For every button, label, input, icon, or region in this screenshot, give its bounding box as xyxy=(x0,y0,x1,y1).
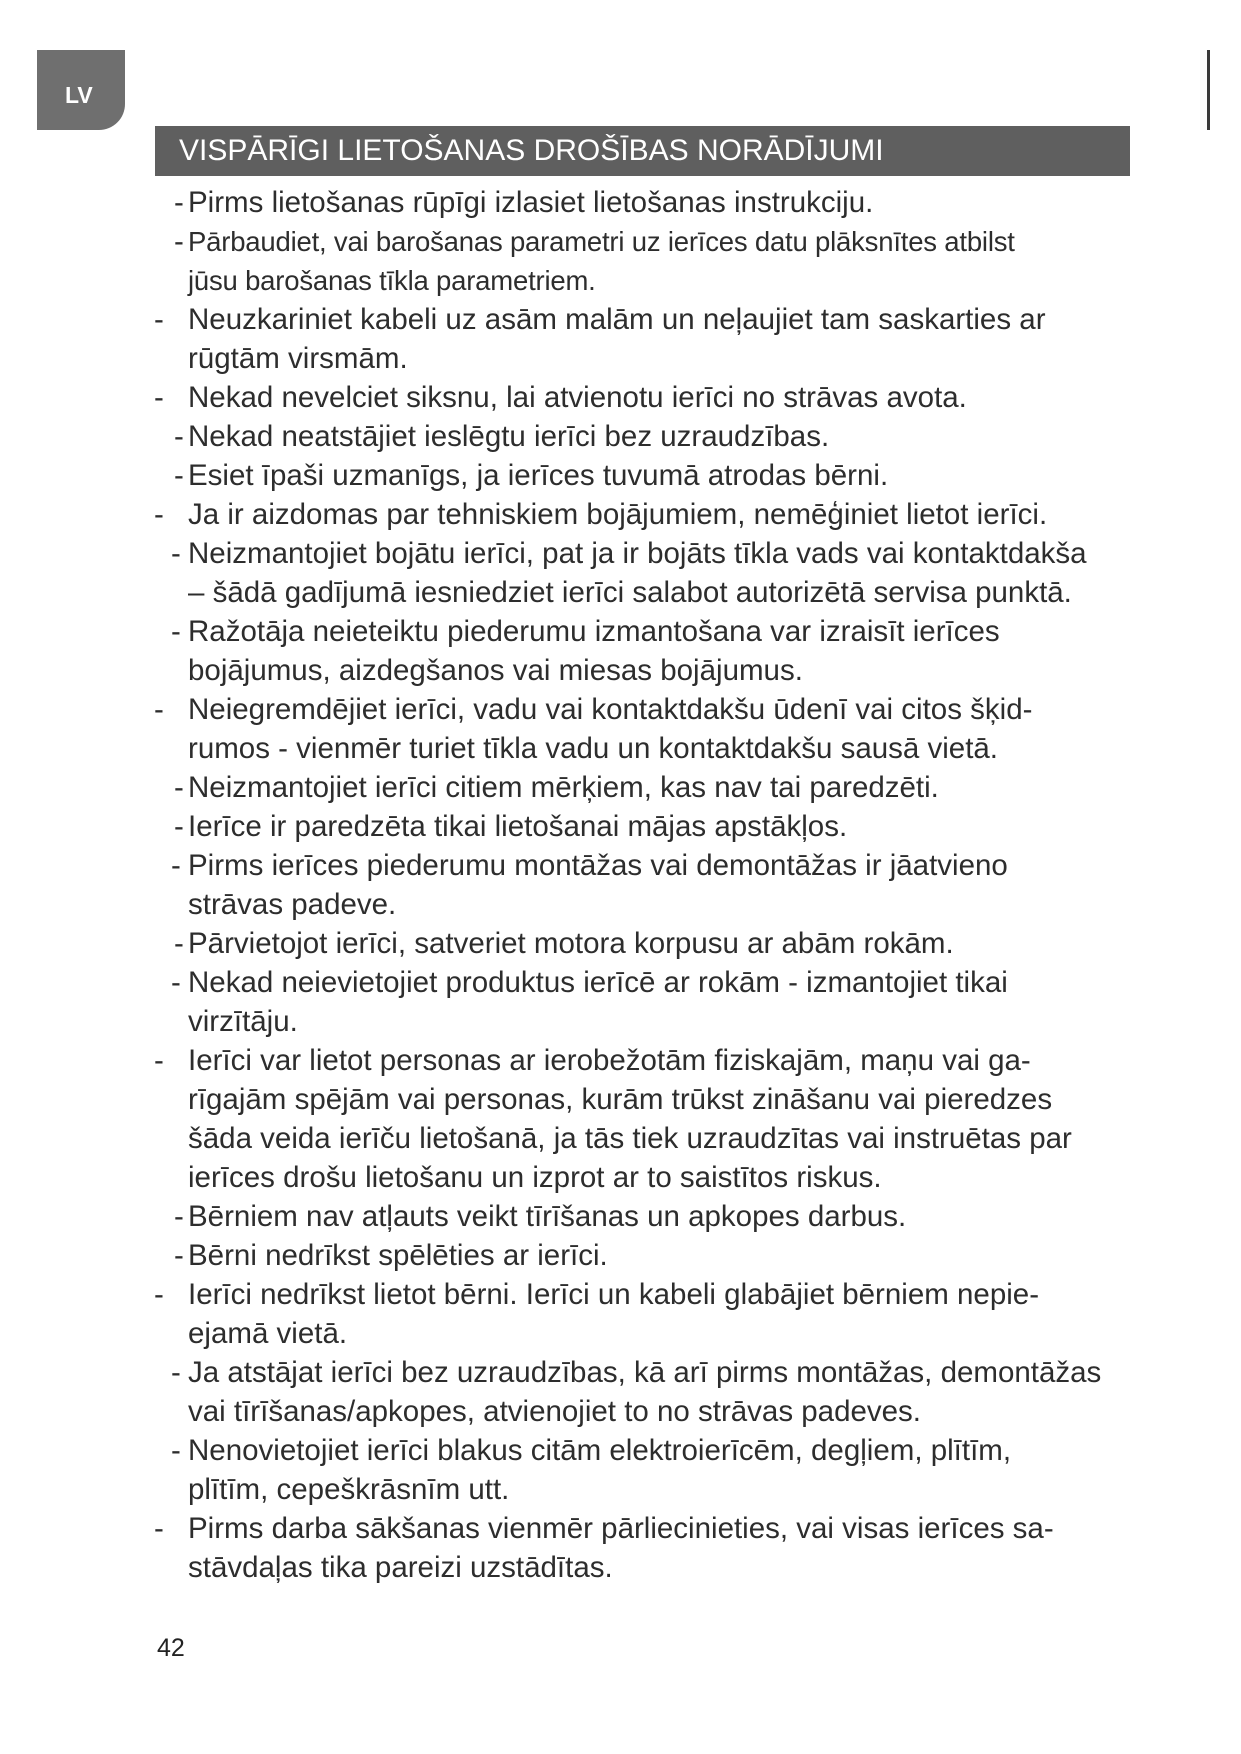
list-item-line: Ražotāja neieteiktu piederumu izmantošana var izraisīt ierīces xyxy=(188,615,1000,648)
bullet-dash: - xyxy=(154,303,164,336)
list-item-line: Pirms darba sākšanas vienmēr pārliecinieties, vai visas ierīces sa- xyxy=(188,1512,1054,1545)
bullet-dash: - xyxy=(174,225,184,258)
list-item-line: Nekad neatstājiet ieslēgtu ierīci bez uzraudzības. xyxy=(188,420,830,453)
list-item xyxy=(150,300,1170,378)
bullet-dash: - xyxy=(174,771,184,804)
list-item-line: Neizmantojiet bojātu ierīci, pat ja ir bojāts tīkla vads vai kontaktdakša xyxy=(188,537,1087,570)
list-item-line: ejamā vietā. xyxy=(188,1317,348,1350)
list-item-line: Ja ir aizdomas par tehniskiem bojājumiem, nemēģiniet lietot ierīci. xyxy=(188,498,1048,531)
list-item xyxy=(150,1236,1170,1275)
list-item-line: – šādā gadījumā iesniedziet ierīci salabot autorizētā servisa punktā. xyxy=(188,576,1072,609)
section-title-bar xyxy=(155,126,1130,176)
language-tab xyxy=(37,50,125,130)
list-item-line: rīgajām spējām vai personas, kurām trūkst zināšanu vai pieredzes xyxy=(188,1083,1053,1116)
section-title: VISPĀRĪGI LIETOŠANAS DROŠĪBAS NORĀDĪJUMI xyxy=(179,134,884,167)
bullet-dash: - xyxy=(174,1239,184,1272)
list-item xyxy=(150,768,1170,807)
list-item-line: Nekad nevelciet siksnu, lai atvienotu ierīci no strāvas avota. xyxy=(188,381,967,414)
list-item xyxy=(150,456,1170,495)
bullet-dash: - xyxy=(154,1044,164,1077)
list-item xyxy=(150,690,1170,768)
list-item xyxy=(150,1353,1170,1431)
list-item xyxy=(150,495,1170,534)
bullet-dash: - xyxy=(174,420,184,453)
list-item xyxy=(150,1509,1170,1587)
list-item xyxy=(150,1197,1170,1236)
safety-instructions-list xyxy=(150,183,1170,1587)
list-item-line: Bērni nedrīkst spēlēties ar ierīci. xyxy=(188,1239,608,1272)
list-item xyxy=(150,1275,1170,1353)
page-number: 42 xyxy=(157,1634,185,1662)
list-item-line: plītīm, cepeškrāsnīm utt. xyxy=(188,1473,510,1506)
list-item-line: Esiet īpaši uzmanīgs, ja ierīces tuvumā atrodas bērni. xyxy=(188,459,889,492)
list-item-line: stāvdaļas tika pareizi uzstādītas. xyxy=(188,1551,613,1584)
list-item-line: Pārvietojot ierīci, satveriet motora korpusu ar abām rokām. xyxy=(188,927,954,960)
list-item-line: bojājumus, aizdegšanos vai miesas bojājumus. xyxy=(188,654,803,687)
list-item-line: ierīces drošu lietošanu un izprot ar to saistītos riskus. xyxy=(188,1161,882,1194)
bullet-dash: - xyxy=(171,1434,181,1467)
list-item xyxy=(150,807,1170,846)
list-item xyxy=(150,1431,1170,1509)
bullet-dash: - xyxy=(174,927,184,960)
bullet-dash: - xyxy=(171,966,181,999)
bullet-dash: - xyxy=(154,693,164,726)
list-item-line: šāda veida ierīču lietošanā, ja tās tiek uzraudzītas vai instruētas par xyxy=(188,1122,1072,1155)
list-item-line: rumos - vienmēr turiet tīkla vadu un kontaktdakšu sausā vietā. xyxy=(188,732,998,765)
list-item xyxy=(150,534,1170,612)
list-item-line: Neiegremdējiet ierīci, vadu vai kontaktdakšu ūdenī vai citos šķid- xyxy=(188,693,1033,726)
list-item-line: Neizmantojiet ierīci citiem mērķiem, kas nav tai paredzēti. xyxy=(188,771,939,804)
list-item-line: Ierīci var lietot personas ar ierobežotām fiziskajām, maņu vai ga- xyxy=(188,1044,1031,1077)
list-item-line: Ja atstājat ierīci bez uzraudzības, kā arī pirms montāžas, demontāžas xyxy=(188,1356,1102,1389)
list-item xyxy=(150,924,1170,963)
list-item-line: rūgtām virsmām. xyxy=(188,342,408,375)
list-item-line: Nenovietojiet ierīci blakus citām elektroierīcēm, degļiem, plītīm, xyxy=(188,1434,1012,1467)
list-item xyxy=(150,222,1170,300)
bullet-dash: - xyxy=(174,459,184,492)
language-code: LV xyxy=(65,81,93,108)
list-item-line: Ierīce ir paredzēta tikai lietošanai mājas apstākļos. xyxy=(188,810,848,843)
list-item-line: virzītāju. xyxy=(188,1005,298,1038)
list-item-line: Pārbaudiet, vai barošanas parametri uz ierīces datu plāksnītes atbilst xyxy=(188,226,1015,257)
list-item xyxy=(150,417,1170,456)
list-item-line: vai tīrīšanas/apkopes, atvienojiet to no strāvas padeves. xyxy=(188,1395,922,1428)
list-item-line: Pirms ierīces piederumu montāžas vai demontāžas ir jāatvieno xyxy=(188,849,1008,882)
bullet-dash: - xyxy=(171,849,181,882)
list-item xyxy=(150,963,1170,1041)
list-item xyxy=(150,183,1170,222)
bullet-dash: - xyxy=(154,1512,164,1545)
list-item-line: jūsu barošanas tīkla parametriem. xyxy=(188,265,596,296)
bullet-dash: - xyxy=(171,537,181,570)
bullet-dash: - xyxy=(154,381,164,414)
list-item-line: Bērniem nav atļauts veikt tīrīšanas un apkopes darbus. xyxy=(188,1200,907,1233)
bullet-dash: - xyxy=(174,186,184,219)
bullet-dash: - xyxy=(174,1200,184,1233)
bullet-dash: - xyxy=(171,1356,181,1389)
list-item-line: strāvas padeve. xyxy=(188,888,397,921)
bullet-dash: - xyxy=(154,1278,164,1311)
list-item-line: Neuzkariniet kabeli uz asām malām un neļaujiet tam saskarties ar xyxy=(188,303,1046,336)
list-item xyxy=(150,378,1170,417)
list-item-line: Ierīci nedrīkst lietot bērni. Ierīci un kabeli glabājiet bērniem nepie- xyxy=(188,1278,1040,1311)
list-item-line: Pirms lietošanas rūpīgi izlasiet lietošanas instrukciju. xyxy=(188,186,874,219)
bullet-dash: - xyxy=(174,810,184,843)
list-item xyxy=(150,846,1170,924)
bullet-dash: - xyxy=(154,498,164,531)
list-item xyxy=(150,612,1170,690)
bullet-dash: - xyxy=(171,615,181,648)
list-item-line: Nekad neievietojiet produktus ierīcē ar rokām - izmantojiet tikai xyxy=(188,966,1008,999)
page-edge-marker xyxy=(1207,50,1210,130)
list-item xyxy=(150,1041,1170,1197)
